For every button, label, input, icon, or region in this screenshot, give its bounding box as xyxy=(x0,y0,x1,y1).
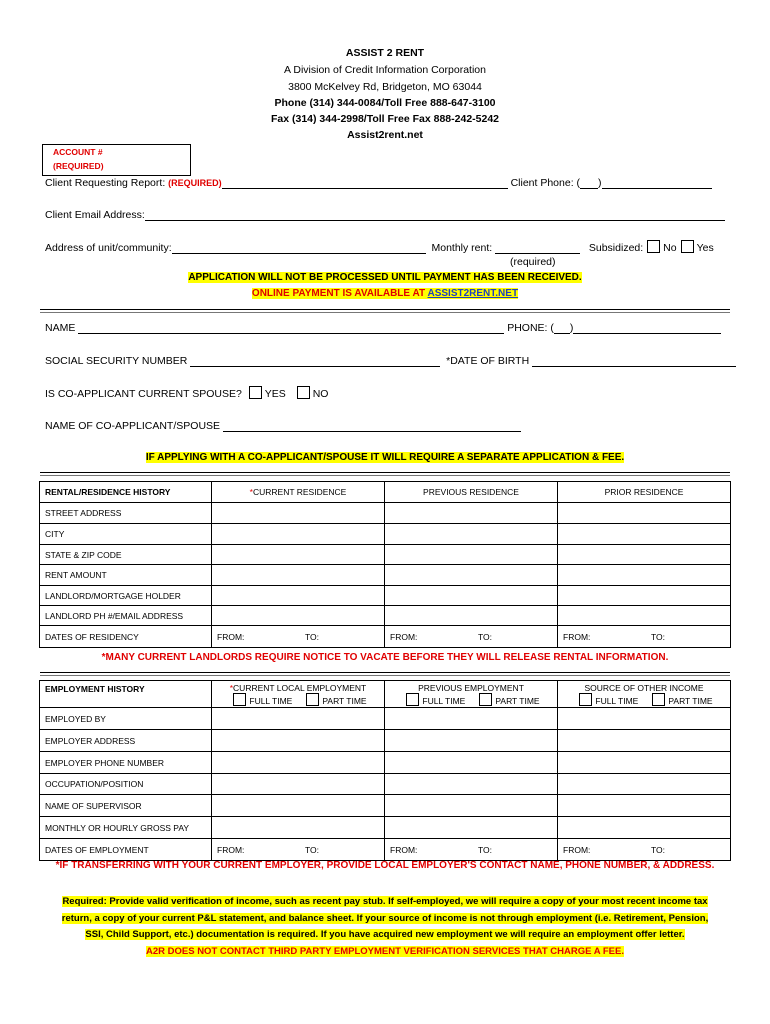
cell[interactable] xyxy=(212,524,385,545)
address-line: 3800 McKelvey Rd, Bridgeton, MO 63044 xyxy=(288,81,482,93)
cell[interactable] xyxy=(385,795,558,817)
cell[interactable] xyxy=(212,545,385,565)
cell[interactable] xyxy=(212,817,385,839)
emp-col-previous: PREVIOUS EMPLOYMENT FULL TIME PART TIME xyxy=(385,681,558,708)
emp-col-current: *CURRENT LOCAL EMPLOYMENT FULL TIME PART TIME xyxy=(212,681,385,708)
fax-line: Fax (314) 344-2998/Toll Free Fax 888-242-5242 xyxy=(270,113,500,125)
date-cell[interactable]: FROM: TO: xyxy=(212,839,385,861)
applicant-phone-field[interactable] xyxy=(573,321,721,334)
cell[interactable] xyxy=(558,565,731,586)
account-label: ACCOUNT # xyxy=(53,147,103,157)
row-label: OCCUPATION/POSITION xyxy=(40,774,212,795)
subsidized-no-label: No xyxy=(663,242,677,254)
applicant-name-field[interactable] xyxy=(78,321,504,334)
table-row xyxy=(40,565,731,586)
subsidized-yes-label: Yes xyxy=(696,242,714,254)
client-requesting-required: (REQUIRED) xyxy=(168,178,222,188)
table-row xyxy=(40,774,731,795)
client-requesting-field[interactable] xyxy=(222,176,508,189)
client-phone-label: Client Phone: ( xyxy=(510,177,581,189)
cell[interactable] xyxy=(385,817,558,839)
footer-line-3: SSI, Child Support, etc.) documentation is required. If you have acquired new employment we will require an employment offer letter. xyxy=(85,929,685,940)
cell[interactable] xyxy=(558,586,731,606)
cell[interactable] xyxy=(385,545,558,565)
previous-part-time-checkbox[interactable] xyxy=(479,693,492,706)
table-row xyxy=(40,752,731,774)
date-cell[interactable]: FROM: TO: xyxy=(558,626,731,648)
row-label: EMPLOYER PHONE NUMBER xyxy=(40,752,212,774)
ssn-row xyxy=(45,354,736,367)
row-label: DATES OF RESIDENCY xyxy=(40,626,212,648)
cell[interactable] xyxy=(212,586,385,606)
dob-field[interactable] xyxy=(532,354,736,367)
cell[interactable] xyxy=(385,752,558,774)
previous-full-time-checkbox[interactable] xyxy=(406,693,419,706)
cell[interactable] xyxy=(385,708,558,730)
ssn-label: SOCIAL SECURITY NUMBER xyxy=(45,355,188,367)
cell[interactable] xyxy=(212,795,385,817)
table-row xyxy=(40,545,731,565)
account-box[interactable] xyxy=(42,144,191,176)
landlord-notice: *MANY CURRENT LANDLORDS REQUIRE NOTICE TO VACATE BEFORE THEY WILL RELEASE RENTAL INFORMATION. xyxy=(101,652,669,663)
cell[interactable] xyxy=(212,774,385,795)
dob-label: *DATE OF BIRTH xyxy=(446,355,530,367)
client-phone-field[interactable] xyxy=(602,176,712,189)
coapp-row xyxy=(45,419,521,432)
cell[interactable] xyxy=(558,795,731,817)
monthly-rent-field[interactable] xyxy=(495,241,580,254)
phone-line: Phone (314) 344-0084/Toll Free 888-647-3100 xyxy=(274,97,496,109)
rental-header-row xyxy=(40,482,731,503)
row-label: EMPLOYER ADDRESS xyxy=(40,730,212,752)
spouse-question: IS CO-APPLICANT CURRENT SPOUSE? xyxy=(45,388,242,400)
cell[interactable] xyxy=(558,708,731,730)
table-row xyxy=(40,606,731,626)
website-line: Assist2rent.net xyxy=(347,129,423,141)
row-label: STREET ADDRESS xyxy=(40,503,212,524)
online-payment-wrap xyxy=(0,288,770,299)
payment-notice-wrap xyxy=(0,272,770,283)
spouse-no-label: NO xyxy=(312,388,329,400)
transfer-notice: *IF TRANSFERRING WITH YOUR CURRENT EMPLOYER, PROVIDE LOCAL EMPLOYER'S CONTACT NAME, PHONE NUMBER, & ADDRESS. xyxy=(55,860,715,871)
current-part-time-checkbox[interactable] xyxy=(306,693,319,706)
cell[interactable] xyxy=(212,708,385,730)
employment-history-table xyxy=(39,680,731,861)
client-email-row xyxy=(45,208,725,221)
cell[interactable] xyxy=(212,730,385,752)
cell[interactable] xyxy=(558,752,731,774)
row-label: DATES OF EMPLOYMENT xyxy=(40,839,212,861)
cell[interactable] xyxy=(558,774,731,795)
cell[interactable] xyxy=(558,730,731,752)
client-phone-close: ) xyxy=(598,177,602,189)
row-label: MONTHLY OR HOURLY GROSS PAY xyxy=(40,817,212,839)
date-cell[interactable]: FROM: TO: xyxy=(385,626,558,648)
date-cell[interactable]: FROM: TO: xyxy=(558,839,731,861)
cell[interactable] xyxy=(212,503,385,524)
table-row xyxy=(40,730,731,752)
rental-col-current: *CURRENT RESIDENCE xyxy=(212,482,385,503)
row-label: RENT AMOUNT xyxy=(40,565,212,586)
table-row xyxy=(40,626,731,648)
client-phone-area-field[interactable] xyxy=(580,176,598,189)
online-payment-text: ONLINE PAYMENT IS AVAILABLE AT xyxy=(251,288,428,299)
other-part-time-checkbox[interactable] xyxy=(652,693,665,706)
table-row xyxy=(40,524,731,545)
unit-address-row xyxy=(45,240,714,254)
coapp-notice-wrap xyxy=(0,452,770,463)
ssn-field[interactable] xyxy=(190,354,440,367)
rental-col-previous: PREVIOUS RESIDENCE xyxy=(385,482,558,503)
monthly-rent-label: Monthly rent: xyxy=(431,242,493,254)
spouse-no-checkbox[interactable] xyxy=(297,386,310,399)
cell[interactable] xyxy=(385,730,558,752)
cell[interactable] xyxy=(558,545,731,565)
table-row xyxy=(40,839,731,861)
cell[interactable] xyxy=(558,817,731,839)
section-divider-3 xyxy=(40,672,730,676)
table-row xyxy=(40,795,731,817)
section-divider xyxy=(40,309,730,313)
applicant-phone-area-field[interactable] xyxy=(554,321,570,334)
cell[interactable] xyxy=(212,606,385,626)
table-row xyxy=(40,503,731,524)
spouse-row xyxy=(45,386,328,400)
table-row xyxy=(40,708,731,730)
emp-col-other: SOURCE OF OTHER INCOME FULL TIME PART TIME xyxy=(558,681,731,708)
cell[interactable] xyxy=(385,606,558,626)
table-row xyxy=(40,586,731,606)
spouse-yes-label: YES xyxy=(264,388,286,400)
client-email-field[interactable] xyxy=(145,208,725,221)
date-cell[interactable]: FROM: TO: xyxy=(212,626,385,648)
row-label: CITY xyxy=(40,524,212,545)
coapp-label: NAME OF CO-APPLICANT/SPOUSE xyxy=(45,420,221,432)
footer-line-2: return, a copy of your current P&L statement, and balance sheet. If your source of income is not through employment (i.e. Retirement, Pension, xyxy=(61,912,709,924)
row-label: LANDLORD/MORTGAGE HOLDER xyxy=(40,586,212,606)
cell[interactable] xyxy=(558,503,731,524)
subsidized-yes-checkbox[interactable] xyxy=(681,240,694,253)
division-line: A Division of Credit Information Corporation xyxy=(284,64,486,76)
cell[interactable] xyxy=(385,524,558,545)
applicant-name-label: NAME xyxy=(45,322,76,334)
rent-required-note: (required) xyxy=(510,256,556,268)
cell[interactable] xyxy=(385,565,558,586)
rental-history-table xyxy=(39,481,731,648)
cell[interactable] xyxy=(385,774,558,795)
section-divider-2 xyxy=(40,472,730,476)
rental-col-prior: PRIOR RESIDENCE xyxy=(558,482,731,503)
subsidized-no-checkbox[interactable] xyxy=(647,240,660,253)
unit-address-label: Address of unit/community: xyxy=(45,242,172,254)
cell[interactable] xyxy=(558,524,731,545)
coapp-field[interactable] xyxy=(223,419,521,432)
footer-line-1: Required: Provide valid verification of income, such as recent pay stub. If self-employed, we will require a copy of your most recent income tax xyxy=(62,896,708,907)
unit-address-field[interactable] xyxy=(172,241,426,254)
applicant-phone-label: PHONE: ( xyxy=(507,322,554,334)
spouse-yes-checkbox[interactable] xyxy=(249,386,262,399)
date-cell[interactable]: FROM: TO: xyxy=(385,839,558,861)
coapp-notice: IF APPLYING WITH A CO-APPLICANT/SPOUSE IT WILL REQUIRE A SEPARATE APPLICATION & FEE. xyxy=(145,452,625,463)
payment-notice: APPLICATION WILL NOT BE PROCESSED UNTIL PAYMENT HAS BEEN RECEIVED. xyxy=(188,272,582,283)
applicant-phone-close: ) xyxy=(569,322,574,334)
online-payment-link[interactable]: ASSIST2RENT.NET xyxy=(427,288,519,299)
cell[interactable] xyxy=(385,586,558,606)
row-label: NAME OF SUPERVISOR xyxy=(40,795,212,817)
account-required-note: (REQUIRED) xyxy=(53,161,104,171)
subsidized-label: Subsidized: xyxy=(588,242,644,254)
cell[interactable] xyxy=(212,565,385,586)
footer-line-4: A2R DOES NOT CONTACT THIRD PARTY EMPLOYMENT VERIFICATION SERVICES THAT CHARGE A FEE. xyxy=(145,945,624,957)
applicant-name-row xyxy=(45,321,721,334)
other-full-time-checkbox[interactable] xyxy=(579,693,592,706)
current-full-time-checkbox[interactable] xyxy=(233,693,246,706)
footer-block xyxy=(0,894,770,960)
client-email-label: Client Email Address: xyxy=(45,209,145,221)
rental-title: RENTAL/RESIDENCE HISTORY xyxy=(40,482,212,503)
employment-header-row xyxy=(40,681,731,708)
cell[interactable] xyxy=(558,606,731,626)
client-requesting-row xyxy=(45,176,712,189)
row-label: EMPLOYED BY xyxy=(40,708,212,730)
cell[interactable] xyxy=(212,752,385,774)
client-requesting-label: Client Requesting Report: xyxy=(45,177,166,189)
company-name: ASSIST 2 RENT xyxy=(345,47,425,59)
employment-title: EMPLOYMENT HISTORY xyxy=(40,681,212,708)
row-label: STATE & ZIP CODE xyxy=(40,545,212,565)
cell[interactable] xyxy=(385,503,558,524)
table-row xyxy=(40,817,731,839)
row-label: LANDLORD PH #/EMAIL ADDRESS xyxy=(40,606,212,626)
